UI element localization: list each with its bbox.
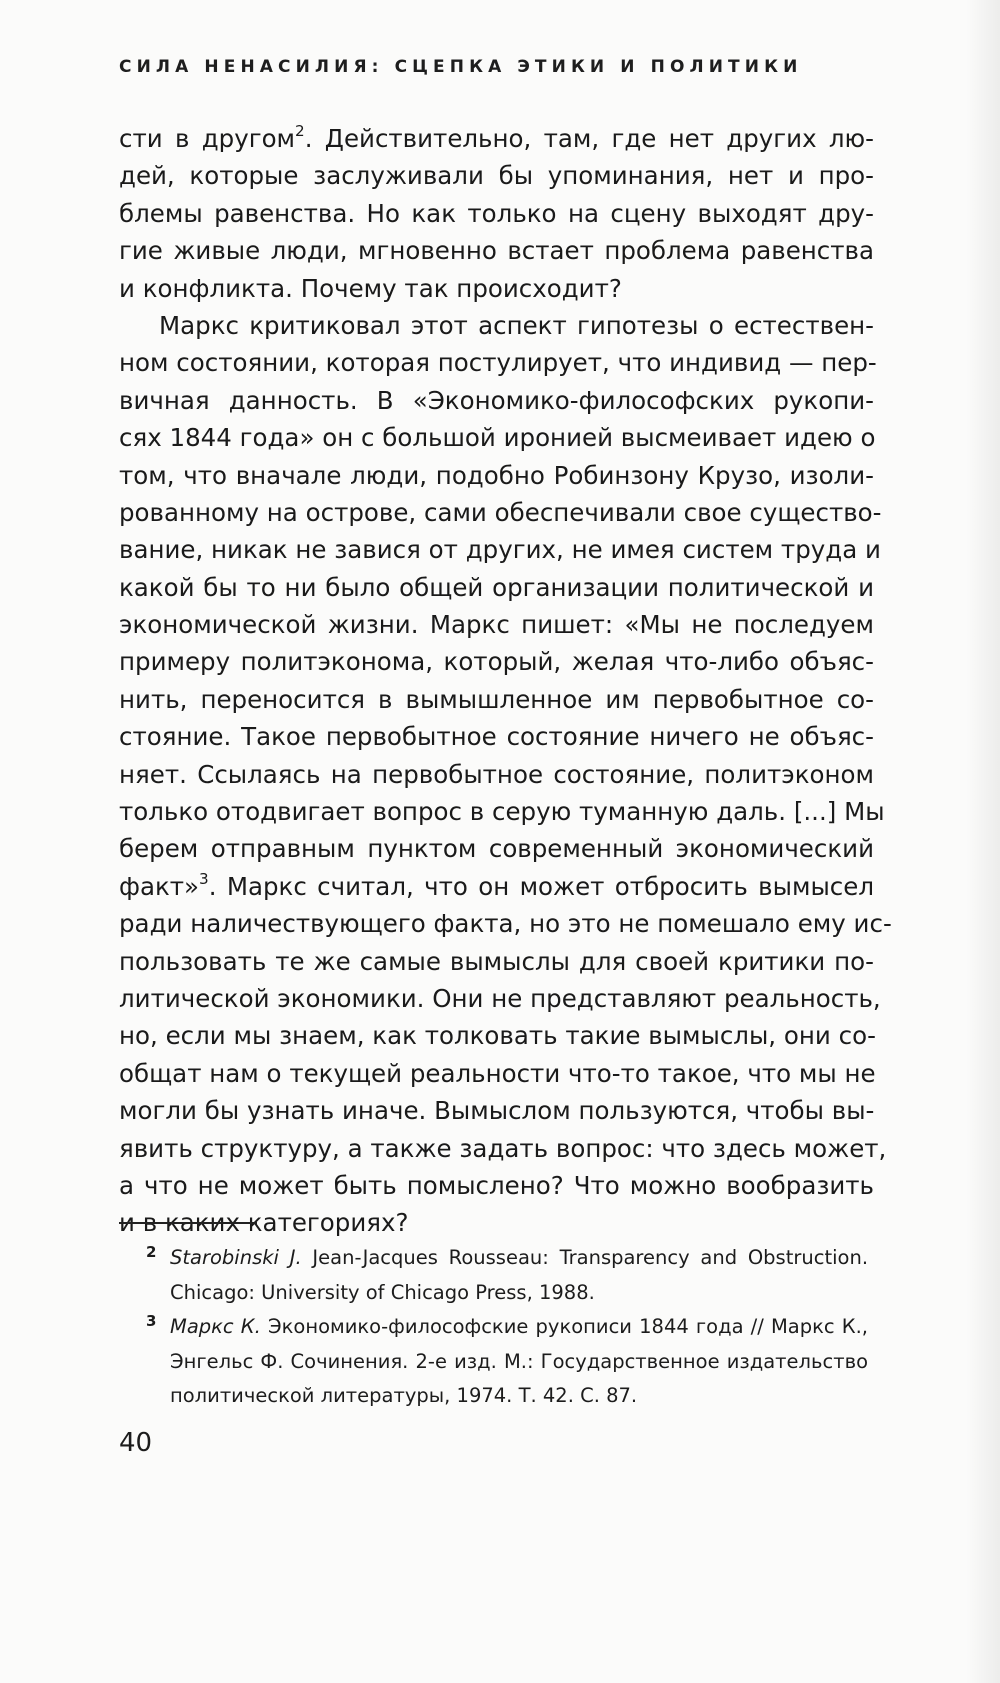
footnotes (146, 1241, 868, 1414)
text-line: Маркс критиковал этот аспект гипотезы о естествен- (159, 310, 874, 340)
text-line: ради наличествующего факта, но это не помешало ему ис- (119, 909, 892, 939)
text-line: но, если мы знаем, как толковать такие вымыслы, они со- (119, 1021, 876, 1051)
text-line: экономической жизни. Маркс пишет: «Мы не последуем (119, 610, 874, 640)
running-header: СИЛА НЕНАСИЛИЯ: СЦЕПКА ЭТИКИ И ПОЛИТИКИ (119, 57, 803, 77)
footnote-ref-3[interactable]: 3 (199, 869, 209, 888)
footnote-number: 2 (146, 1243, 157, 1261)
text-line: литической экономики. Они не представляют реальность, (119, 983, 881, 1013)
footnote-author: Маркс К. (170, 1315, 261, 1338)
text-line: могли бы узнать иначе. Вымыслом пользуются, чтобы вы- (119, 1096, 875, 1126)
text-line: гие живые люди, мгновенно встает проблема равенства (119, 236, 874, 266)
text-line: и в каких категориях? (119, 1208, 409, 1238)
main-text (119, 120, 892, 1242)
text-fragment: факт» (119, 871, 200, 901)
text-line: вание, никак не завися от других, не имея систем труда и (119, 535, 881, 565)
footnote-line: Энгельс Ф. Сочинения. 2-е изд. М.: Государственное издательство (170, 1349, 868, 1373)
text-line: какой бы то ни было общей организации политической и (119, 572, 874, 602)
footnote-line: политической литературы, 1974. Т. 42. С. 87. (170, 1384, 638, 1407)
footnote-ref-2[interactable]: 2 (295, 122, 305, 141)
footnote-separator (119, 1222, 257, 1224)
text-line: общат нам о текущей реальности что-то такое, что мы не (119, 1058, 876, 1088)
footnote-line: Chicago: University of Chicago Press, 1988. (170, 1280, 595, 1304)
text-line: блемы равенства. Но как только на сцену выходят дру- (119, 198, 874, 228)
text-line (119, 868, 874, 905)
text-fragment: сти в другом (119, 124, 296, 153)
text-line: явить структуру, а также задать вопрос: что здесь может, (119, 1133, 887, 1163)
page-edge-shadow (966, 0, 1000, 1683)
text-line: дей, которые заслуживали бы упоминания, нет и про- (119, 161, 874, 191)
text-line: примеру политэконома, который, желая что-либо объяс- (119, 647, 874, 677)
text-line: а что не может быть помыслено? Что можно вообразить (119, 1170, 874, 1200)
text-line: вичная данность. В «Экономико-философских рукопи- (119, 385, 874, 415)
text-line: нить, переносится в вымышленное им первобытное со- (119, 684, 874, 714)
text-line: пользовать те же самые вымыслы для своей критики по- (119, 946, 874, 976)
text-line: берем отправным пунктом современный экономический (119, 834, 874, 864)
footnote-line (146, 1310, 868, 1345)
footnote-number: 3 (146, 1312, 157, 1330)
text-line (119, 120, 874, 157)
footnote-line (146, 1241, 868, 1276)
footnote-author: Starobinski J. (170, 1246, 302, 1269)
text-fragment: . Действительно, там, где нет других лю- (304, 124, 874, 153)
footnote-text: Экономико-философские рукописи 1844 года // Маркс К., (268, 1315, 868, 1338)
text-line: том, что вначале люди, подобно Робинзону Крузо, изоли- (119, 460, 874, 490)
text-line: стояние. Такое первобытное состояние ничего не объяс- (119, 722, 874, 752)
page-number: 40 (119, 1428, 153, 1458)
text-line: только отодвигает вопрос в серую туманную даль. [...] Мы (119, 797, 885, 827)
footnote-text: Jean-Jacques Rousseau: Transparency and Obstruction. (312, 1246, 869, 1269)
text-line: и конфликта. Почему так происходит? (119, 273, 622, 303)
text-line: ном состоянии, которая постулирует, что индивид — пер- (119, 348, 877, 378)
text-fragment: . Маркс считал, что он может отбросить вымысел (208, 871, 874, 901)
text-line: рованному на острове, сами обеспечивали свое существо- (119, 497, 882, 527)
text-line: сях 1844 года» он с большой иронией высмеивает идею о (119, 423, 876, 453)
footnote-3 (146, 1310, 868, 1414)
text-line: няет. Ссылаясь на первобытное состояние, политэконом (119, 759, 874, 789)
footnote-2 (146, 1241, 868, 1310)
